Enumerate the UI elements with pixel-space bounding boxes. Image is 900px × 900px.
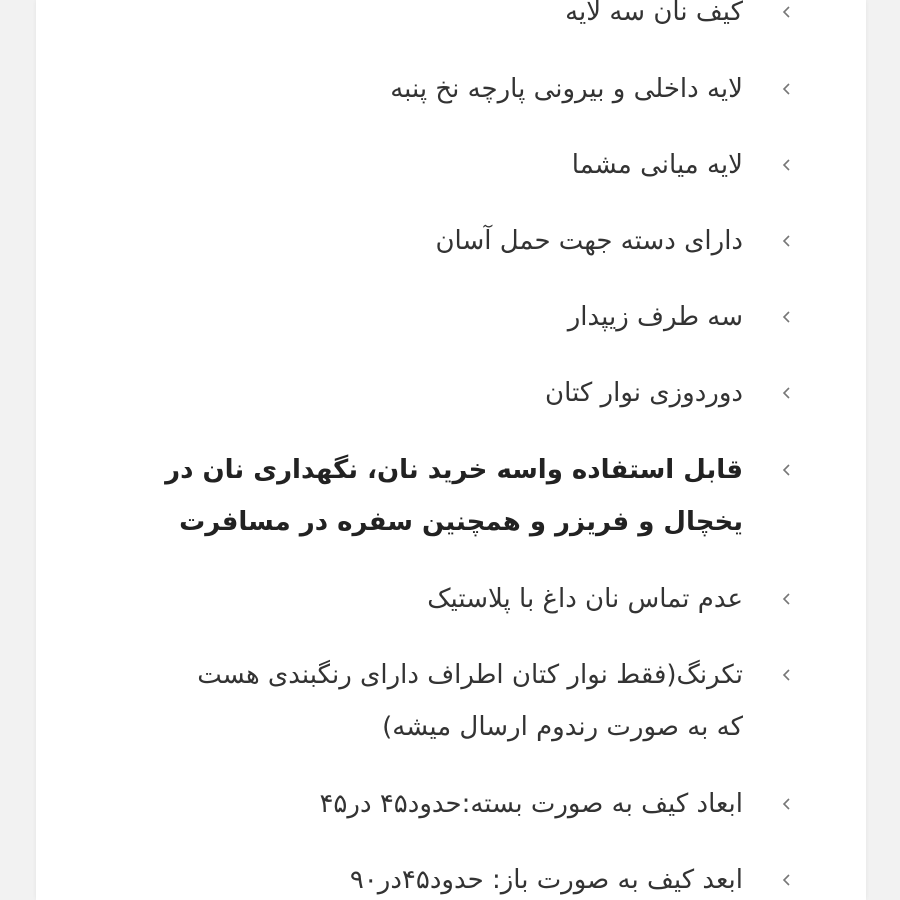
chevron-left-icon [780,386,794,400]
list-item-label: ابعد کیف به صورت باز: حدود۴۵در۹۰ [349,865,743,895]
list-item-label: دوردوزی نوار کتان [545,378,743,408]
list-item-label: لایه میانی مشما [571,150,743,180]
list-item-label: ابعاد کیف به صورت بسته:حدود۴۵ در۴۵ [319,789,743,819]
list-item-label: دارای دسته جهت حمل آسان [435,226,743,256]
chevron-left-icon [780,82,794,96]
chevron-left-icon [780,234,794,248]
chevron-left-icon [780,310,794,324]
chevron-left-icon [780,463,794,477]
list-item-label: کیف نان سه لایه [565,0,743,27]
list-item-label: لایه داخلی و بیرونی پارچه نخ پنبه [390,74,743,104]
list-item-label: تکرنگ(فقط نوار کتان اطراف دارای رنگبندی هست که به صورت رندوم ارسال میشه) [197,660,743,742]
list-item-label: عدم تماس نان داغ با پلاستیک [427,584,743,614]
chevron-left-icon [780,797,794,811]
chevron-left-icon [780,158,794,172]
chevron-left-icon [780,5,794,19]
list-item-label: سه طرف زیپدار [567,302,743,332]
product-description-card [36,0,866,900]
chevron-left-icon [780,668,794,682]
chevron-left-icon [780,873,794,887]
list-item-label: قابل استفاده واسه خرید نان، نگهداری نان در یخچال و فریزر و همچنین سفره در مسافرت [165,455,743,537]
chevron-left-icon [780,592,794,606]
